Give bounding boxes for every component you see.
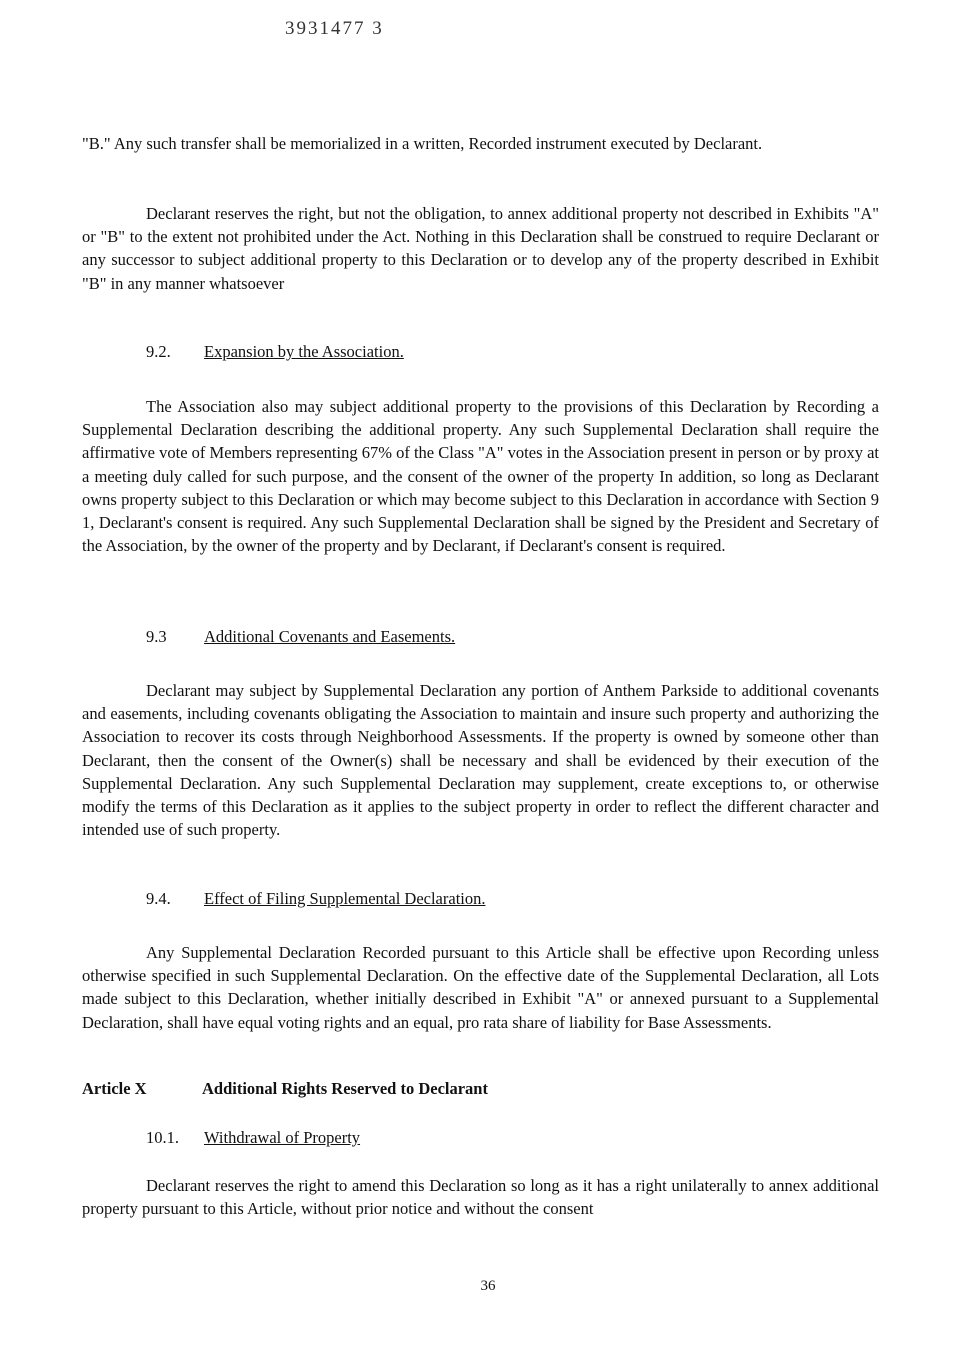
paragraph-additional-covenants: Declarant may subject by Supplemental Declaration any portion of Anthem Parkside to additional covenants and easements, including covenants obligating the Association to maintain and insure such property and authorizing the Association to recover its costs through Neighborhood Assessments. If the property is owned by someone other than Declarant, then the consent of the Owner(s) shall be necessary and shall be evidenced by their execution of the Supplemental Declaration. Any such Supplemental Declaration may supplement, create exceptions to, or otherwise modify the terms of this Declaration as it applies to the subject property in order to reflect the different character and intended use of such property. [82, 681, 879, 840]
article-title: Additional Rights Reserved to Declarant [202, 1079, 488, 1098]
section-number: 9.4. [146, 889, 171, 908]
section-heading-9-4 [146, 888, 486, 910]
section-heading-9-3 [146, 626, 455, 648]
section-title: Additional Covenants and Easements. [204, 627, 456, 646]
section-heading-9-2 [146, 341, 404, 363]
paragraph-transfer: "B." Any such transfer shall be memorialized in a written, Recorded instrument executed by Declarant. [82, 134, 763, 153]
paragraph-expansion-by-association: The Association also may subject additional property to the provisions of this Declaration by Recording a Supplemental Declaration describing the additional property. Any such Supplemental Declaration shall require the affirmative vote of Members representing 67% of the Class "A" votes in the Association present in person or by proxy at a meeting duly called for such purpose, and the consent of the owner of the property In addition, so long as Declarant owns property subject to this Declaration or which may become subject to this Declaration in accordance with Section 9 1, Declarant's consent is required. Any such Supplemental Declaration shall be signed by the President and Secretary of the Association, by the owner of the property and by Declarant, if Declarant's consent is required. [82, 397, 879, 556]
section-heading-10-1 [146, 1127, 360, 1149]
section-title: Effect of Filing Supplemental Declaration. [204, 889, 486, 908]
article-label: Article X [82, 1079, 147, 1098]
paragraph-effect-of-filing: Any Supplemental Declaration Recorded pursuant to this Article shall be effective upon Recording unless otherwise specified in such Supplemental Declaration. On the effective date of the Supplemental Declaration, all Lots made subject to this Declaration, whether initially described in Exhibit "A" or annexed pursuant to a Supplemental Declaration, shall have equal voting rights and an equal, pro rata share of liability for Base Assessments. [82, 943, 879, 1032]
section-title: Withdrawal of Property [204, 1128, 361, 1147]
section-number: 9.2. [146, 342, 171, 361]
paragraph-annexation-reservation: Declarant reserves the right, but not the obligation, to annex additional property not described in Exhibits "A" or "B" to the extent not prohibited under the Act. Nothing in this Declaration shall be construed to require Declarant or any successor to subject additional property to this Declaration or to develop any of the property described in Exhibit "B" in any manner whatsoever [82, 204, 879, 293]
section-title: Expansion by the Association. [204, 342, 404, 361]
article-heading [82, 1079, 488, 1099]
page-number: 36 [480, 1278, 496, 1294]
paragraph-withdrawal-of-property: Declarant reserves the right to amend this Declaration so long as it has a right unilaterally to annex additional property pursuant to this Article, without prior notice and without the consent [82, 1176, 879, 1219]
section-number: 9.3 [146, 627, 167, 646]
section-number: 10.1. [146, 1128, 179, 1147]
recording-stamp: 3931477 3 [285, 18, 384, 39]
